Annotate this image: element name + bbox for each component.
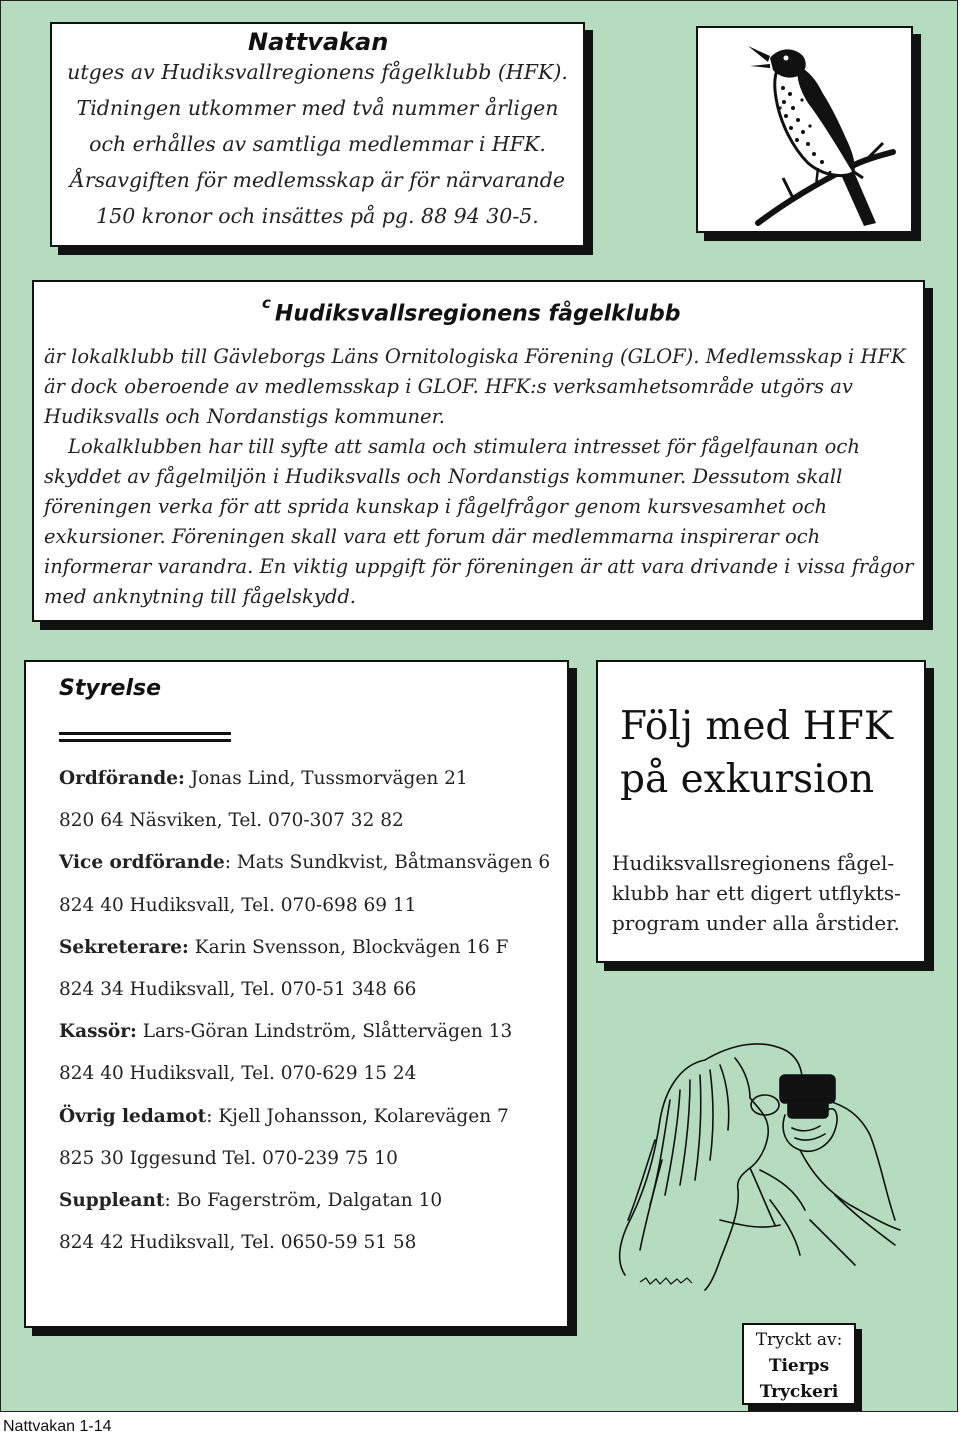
printer-label: Tryckt av: xyxy=(755,1330,843,1350)
nattvakan-line: Tidningen utkommer med två nummer årligen xyxy=(76,96,559,120)
club-paragraph: är lokalklubb till Gävleborgs Läns Ornitologiska Förening (GLOF). Medlemsskap i HFK är dock oberoende av medlemsskap i GLOF. HFK:s verksamhetsområde utgörs av Hudiksvalls och Nordanstigs kommuner. xyxy=(44,345,906,428)
board-member-address-line: 824 42 Hudiksvall, Tel. 0650-59 51 58 xyxy=(59,1232,417,1254)
page-footer: Nattvakan 1-14 xyxy=(3,1418,112,1435)
nattvakan-title: Nattvakan xyxy=(248,28,389,56)
board-role: Sekreterare: xyxy=(59,936,189,958)
board-role: Ordförande: xyxy=(59,768,185,789)
nattvakan-line: Årsavgiften för medlemsskap är för närvarande xyxy=(70,168,565,192)
nattvakan-line: och erhålles av samtliga medlemmar i HFK. xyxy=(89,132,546,156)
excursion-body-line: Hudiksvallsregionens fågel- xyxy=(612,851,895,875)
club-title-text: Hudiksvallsregionens fågelklubb xyxy=(274,301,681,327)
board-member-address-line: 825 30 Iggesund Tel. 070-239 75 10 xyxy=(59,1147,398,1169)
club-title-mark: c xyxy=(262,294,271,312)
board-member-name: Karin Svensson, Blockvägen 16 F xyxy=(188,936,509,958)
board-member-address-line: 824 40 Hudiksvall, Tel. 070-629 15 24 xyxy=(59,1063,417,1085)
board-role: Kassör: xyxy=(59,1021,137,1043)
board-member-name: : Bo Fagerström, Dalgatan 10 xyxy=(164,1189,443,1211)
board-role: Övrig ledamot xyxy=(59,1105,207,1127)
board-member-name: Jonas Lind, Tussmorvägen 21 xyxy=(184,768,468,789)
board-role: Vice ordförande xyxy=(59,852,225,874)
board-member-address-line: 824 34 Hudiksvall, Tel. 070-51 348 66 xyxy=(59,978,417,1000)
title-underline xyxy=(59,739,231,742)
board-member-name-line xyxy=(59,852,559,894)
board-member-address-line: 824 40 Hudiksvall, Tel. 070-698 69 11 xyxy=(59,894,417,916)
printer-name: Tierps xyxy=(768,1356,830,1376)
board-title: Styrelse xyxy=(59,676,162,701)
board-member-address-line: 820 64 Näsviken, Tel. 070-307 32 82 xyxy=(59,810,404,832)
printer-box xyxy=(742,1323,856,1405)
excursion-body-line: program under alla årstider. xyxy=(612,911,900,935)
printer-name: Tryckeri xyxy=(759,1382,839,1402)
board-member-name: : Kjell Johansson, Kolarevägen 7 xyxy=(206,1105,509,1127)
artist-signature xyxy=(640,1278,692,1284)
nattvakan-line: 150 kronor och insättes på pg. 88 94 30-5. xyxy=(96,204,539,228)
club-title xyxy=(262,294,681,327)
thrush-illustration-box xyxy=(696,26,913,233)
board-member-name-line xyxy=(59,1021,559,1063)
board-member-name: Lars-Göran Lindström, Slåttervägen 13 xyxy=(136,1021,513,1043)
birdwatcher-illustration xyxy=(610,1020,910,1295)
nattvakan-info-box xyxy=(50,22,585,247)
excursion-headline-line: Följ med HFK xyxy=(620,704,893,749)
board-member-name-line xyxy=(59,1190,559,1232)
board-member-name-line xyxy=(59,768,559,810)
board-member-name: : Mats Sundkvist, Båtmansvägen 6 xyxy=(224,852,551,874)
excursion-body xyxy=(612,848,912,938)
board-member-name-line xyxy=(59,1106,559,1148)
excursion-box xyxy=(596,660,926,963)
board-role: Suppleant xyxy=(59,1189,165,1211)
club-description-box xyxy=(32,280,925,622)
excursion-headline xyxy=(620,700,893,806)
excursion-headline-line: på exkursion xyxy=(620,757,875,802)
board-member-list xyxy=(59,768,559,1274)
nattvakan-body xyxy=(52,54,583,234)
board-member-name-line xyxy=(59,937,559,979)
club-paragraph: Lokalklubben har till syfte att samla och stimulera intresset för fågelfaunan och skyddet av fågelmiljön i Hudiksvalls och Nordanstigs kommuner. Dessutom skall föreningen verka för att sprida kunskap i fågelfrågor genom kursvesamhet och exkursioner. Föreningen skall vara ett forum där medlemmarna inspirerar och informerar varandra. En viktig uppgift för föreningen är att vara drivande i vissa frågor med anknytning till fågelskydd. xyxy=(44,435,914,608)
board-box xyxy=(24,660,569,1328)
excursion-body-line: klubb har ett digert utflykts- xyxy=(612,881,901,905)
title-underline xyxy=(59,732,231,735)
nattvakan-line: utges av Hudiksvallregionens fågelklubb (HFK). xyxy=(67,60,568,84)
club-body xyxy=(44,342,914,612)
thrush-bird-illustration xyxy=(698,28,911,231)
